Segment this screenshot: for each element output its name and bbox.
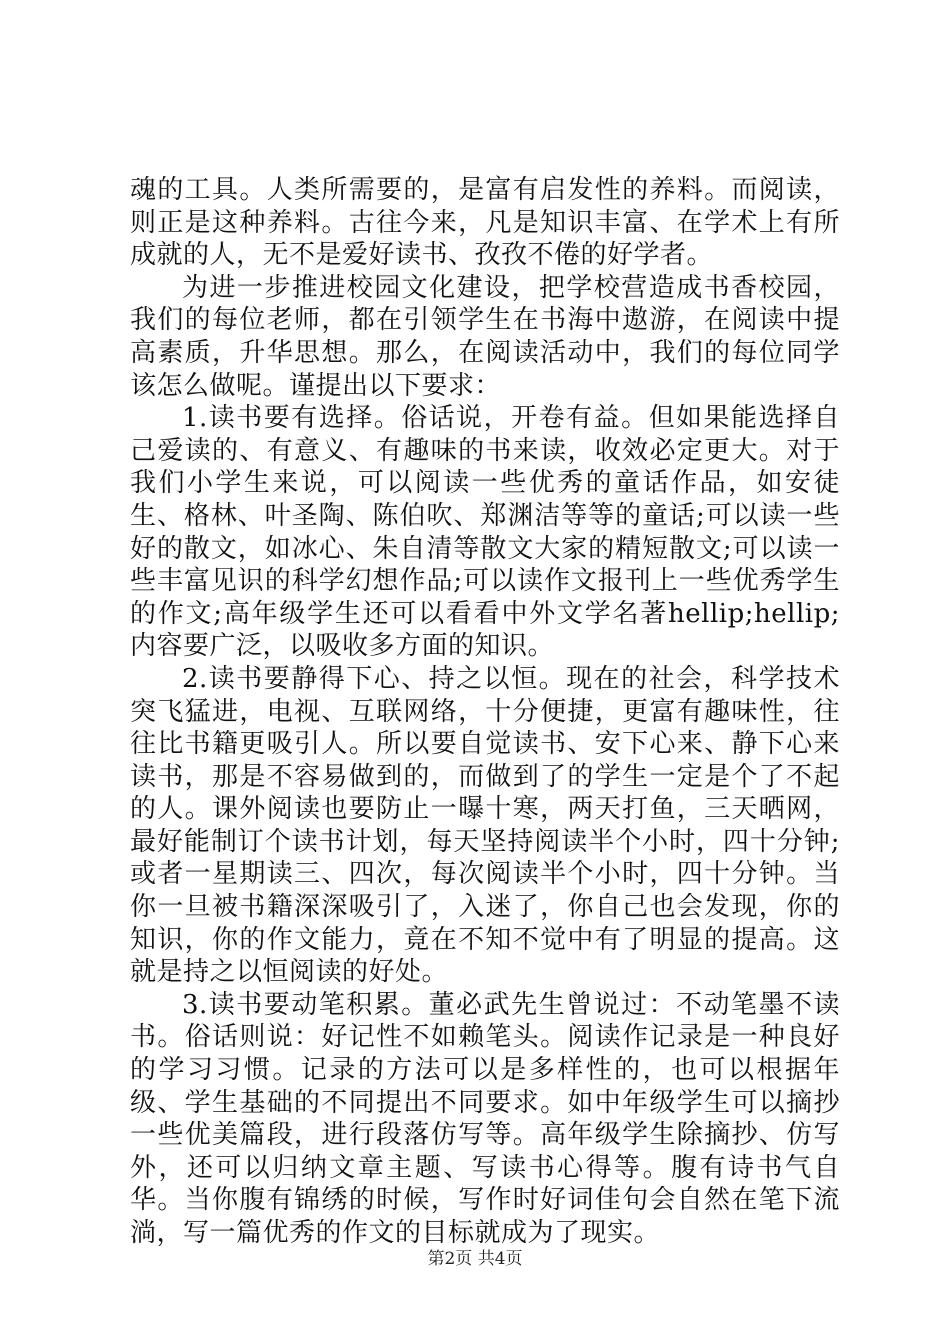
document-body — [130, 174, 840, 1250]
paragraph-intro-continued: 魂的工具。人类所需要的，是富有启发性的养料。而阅读，则正是这种养料。古往今来，凡是知识丰富、在学术上有所成就的人，无不是爱好读书、孜孜不倦的好学者。 — [130, 175, 840, 271]
paragraph-campus-culture: 为进一步推进校园文化建设，把学校营造成书香校园，我们的每位老师，都在引领学生在书海中遨游，在阅读中提高素质，升华思想。那么，在阅读活动中，我们的每位同学该怎么做呢。谨提出以下要求： — [130, 272, 840, 401]
page-footer: 第2页 共4页 — [427, 1249, 523, 1269]
paragraph-requirement-1: 1.读书要有选择。俗话说，开卷有益。但如果能选择自己爱读的、有意义、有趣味的书来读，收效必定更大。对于我们小学生来说，可以阅读一些优秀的童话作品，如安徒生、格林、叶圣陶、陈伯吹、郑渊洁等等的童话;可以读一些好的散文，如冰心、朱自清等散文大家的精短散文;可以读一些丰富见识的科学幻想作品;可以读作文报刊上一些优秀学生的作文;高年级学生还可以看看中外文学名著hellip;hellip;内容要广泛，以吸收多方面的知识。 — [130, 403, 840, 662]
paragraph-requirement-3: 3.读书要动笔积累。董必武先生曾说过：不动笔墨不读书。俗话则说：好记性不如赖笔头。阅读作记录是一种良好的学习习惯。记录的方法可以是多样性的，也可以根据年级、学生基础的不同提出不同要求。如中年级学生可以摘抄一些优美篇段，进行段落仿写等。高年级学生除摘抄、仿写外，还可以归纳文章主题、写读书心得等。腹有诗书气自华。当你腹有锦绣的时候，写作时好词佳句会自然在笔下流淌，写一篇优秀的作文的目标就成为了现实。 — [130, 989, 840, 1248]
paragraph-requirement-2: 2.读书要静得下心、持之以恒。现在的社会，科学技术突飞猛进，电视、互联网络，十分便捷，更富有趣味性，往往比书籍更吸引人。所以要自觉读书、安下心来、静下心来读书，那是不容易做到的，而做到了的学生一定是个了不起的人。课外阅读也要防止一曝十寒，两天打鱼，三天晒网，最好能制订个读书计划，每天坚持阅读半个小时，四十分钟;或者一星期读三、四次，每次阅读半个小时，四十分钟。当你一旦被书籍深深吸引了，入迷了，你自己也会发现，你的知识，你的作文能力，竟在不知不觉中有了明显的提高。这就是持之以恒阅读的好处。 — [130, 663, 840, 988]
